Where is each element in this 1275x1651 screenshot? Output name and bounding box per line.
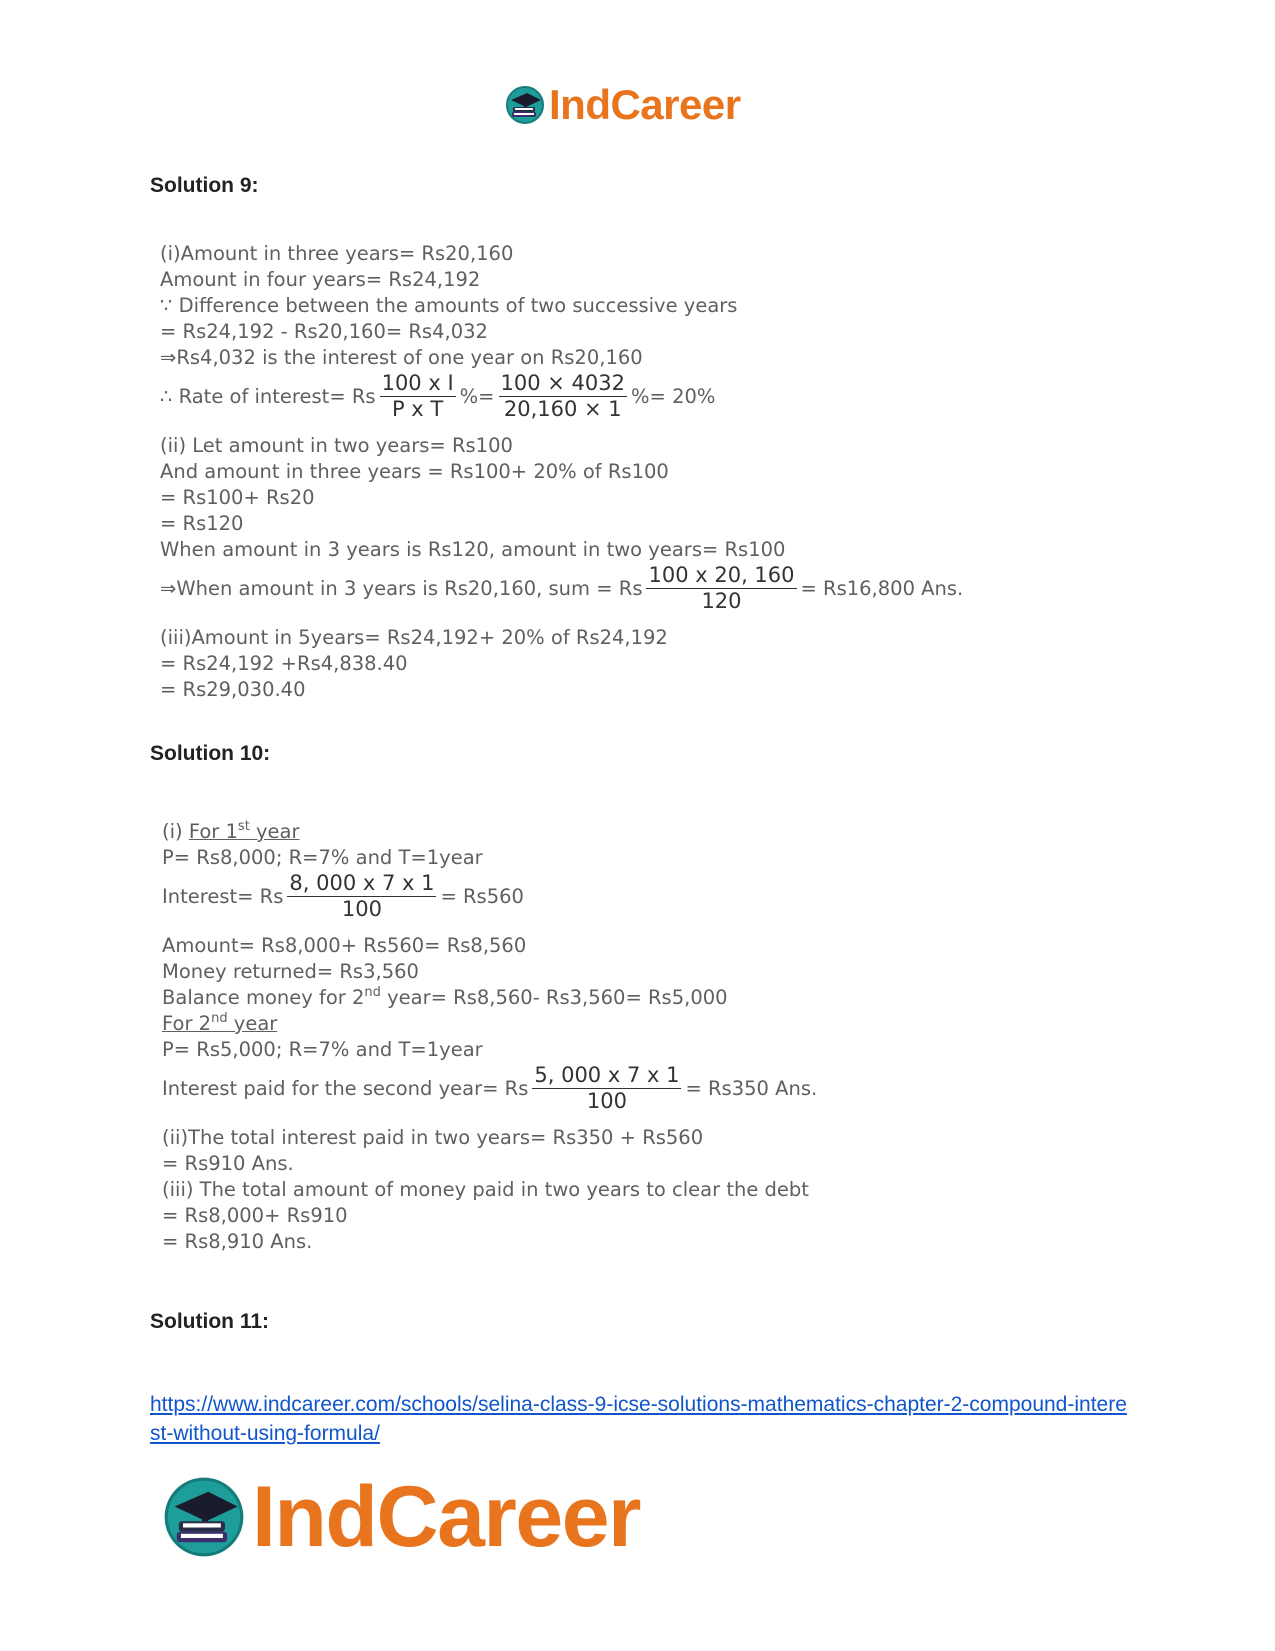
text-line: Amount in four years= Rs24,192 bbox=[160, 268, 481, 291]
text-line bbox=[162, 984, 728, 1011]
fraction bbox=[646, 564, 796, 613]
denominator: 100 bbox=[341, 897, 382, 922]
text-line: = Rs24,192 +Rs4,838.40 bbox=[160, 652, 408, 675]
text-segment: = Rs560 bbox=[440, 885, 524, 909]
text-line bbox=[162, 1010, 277, 1037]
text-line: = Rs29,030.40 bbox=[160, 678, 306, 701]
denominator: 20,160 × 1 bbox=[503, 397, 622, 422]
text-segment: ∴ Rate of interest= Rs bbox=[160, 385, 376, 409]
text-line: ∵ Difference between the amounts of two successive years bbox=[160, 294, 738, 317]
text-segment: year bbox=[249, 820, 300, 843]
underlined-text bbox=[189, 820, 300, 843]
text-line: = Rs910 Ans. bbox=[162, 1152, 294, 1175]
text-line: (iii) The total amount of money paid in two years to clear the debt bbox=[162, 1178, 809, 1201]
text-segment: = Rs16,800 Ans. bbox=[800, 577, 964, 601]
numerator: 5, 000 x 7 x 1 bbox=[532, 1064, 681, 1089]
brand-name: IndCareer bbox=[252, 1468, 640, 1565]
text-line: = Rs8,000+ Rs910 bbox=[162, 1204, 348, 1227]
numerator: 100 x I bbox=[380, 372, 456, 397]
text-line bbox=[162, 818, 300, 845]
numerator: 100 x 20, 160 bbox=[646, 564, 796, 589]
solution-10-heading: Solution 10: bbox=[150, 742, 271, 765]
text-segment: (i) bbox=[162, 820, 189, 843]
brand-name: IndCareer bbox=[549, 81, 741, 128]
header-logo[interactable] bbox=[505, 80, 741, 130]
superscript: nd bbox=[211, 1011, 228, 1026]
superscript: st bbox=[237, 819, 250, 834]
text-segment: Interest= Rs bbox=[162, 885, 284, 909]
text-line: (ii) Let amount in two years= Rs100 bbox=[160, 434, 513, 457]
text-segment: %= bbox=[459, 385, 495, 409]
text-segment: Interest paid for the second year= Rs bbox=[162, 1077, 529, 1101]
text-line: Money returned= Rs3,560 bbox=[162, 960, 419, 983]
text-line: = Rs24,192 - Rs20,160= Rs4,032 bbox=[160, 320, 488, 343]
denominator: P x T bbox=[391, 397, 444, 422]
text-segment: = Rs350 Ans. bbox=[685, 1077, 818, 1101]
denominator: 100 bbox=[586, 1089, 627, 1114]
text-segment: For 1 bbox=[188, 820, 238, 843]
text-line: (i)Amount in three years= Rs20,160 bbox=[160, 242, 514, 265]
text-segment: For 2 bbox=[162, 1012, 212, 1035]
numerator: 100 × 4032 bbox=[499, 372, 627, 397]
text-line: = Rs120 bbox=[160, 512, 244, 535]
numerator: 8, 000 x 7 x 1 bbox=[287, 872, 436, 897]
graduation-cap-book-icon bbox=[505, 85, 545, 125]
text-segment: year= Rs8,560- Rs3,560= Rs5,000 bbox=[380, 986, 728, 1009]
text-line: (iii)Amount in 5years= Rs24,192+ 20% of Rs24,192 bbox=[160, 626, 668, 649]
text-line: And amount in three years = Rs100+ 20% of Rs100 bbox=[160, 460, 669, 483]
source-link[interactable]: https://www.indcareer.com/schools/selina-class-9-icse-solutions-mathematics-chapter-2-compound-interest-without-using-formula/ bbox=[150, 1393, 1127, 1445]
text-line: P= Rs8,000; R=7% and T=1year bbox=[162, 846, 483, 869]
text-segment: %= 20% bbox=[631, 385, 716, 409]
text-segment: Balance money for 2 bbox=[162, 986, 365, 1009]
interest-formula-year-1 bbox=[162, 872, 524, 921]
solution-11-heading: Solution 11: bbox=[150, 1310, 270, 1333]
graduation-cap-book-icon bbox=[162, 1475, 246, 1559]
text-line: ⇒Rs4,032 is the interest of one year on Rs20,160 bbox=[160, 346, 643, 369]
rate-of-interest-formula bbox=[160, 372, 715, 421]
footer-logo[interactable] bbox=[162, 1468, 640, 1565]
text-line: When amount in 3 years is Rs120, amount in two years= Rs100 bbox=[160, 538, 786, 561]
fraction bbox=[499, 372, 627, 421]
fraction bbox=[532, 1064, 681, 1113]
superscript: nd bbox=[364, 985, 381, 1000]
denominator: 120 bbox=[701, 589, 742, 614]
text-segment: ⇒When amount in 3 years is Rs20,160, sum = Rs bbox=[160, 577, 643, 601]
interest-formula-year-2 bbox=[162, 1064, 817, 1113]
fraction bbox=[287, 872, 436, 921]
fraction bbox=[380, 372, 456, 421]
underlined-text bbox=[162, 1012, 277, 1035]
solution-9-heading: Solution 9: bbox=[150, 174, 259, 197]
text-line: = Rs8,910 Ans. bbox=[162, 1230, 313, 1253]
text-line: P= Rs5,000; R=7% and T=1year bbox=[162, 1038, 483, 1061]
text-line: (ii)The total interest paid in two years= Rs350 + Rs560 bbox=[162, 1126, 704, 1149]
sum-formula bbox=[160, 564, 963, 613]
text-line: = Rs100+ Rs20 bbox=[160, 486, 315, 509]
text-line: Amount= Rs8,000+ Rs560= Rs8,560 bbox=[162, 934, 527, 957]
text-segment: year bbox=[227, 1012, 278, 1035]
